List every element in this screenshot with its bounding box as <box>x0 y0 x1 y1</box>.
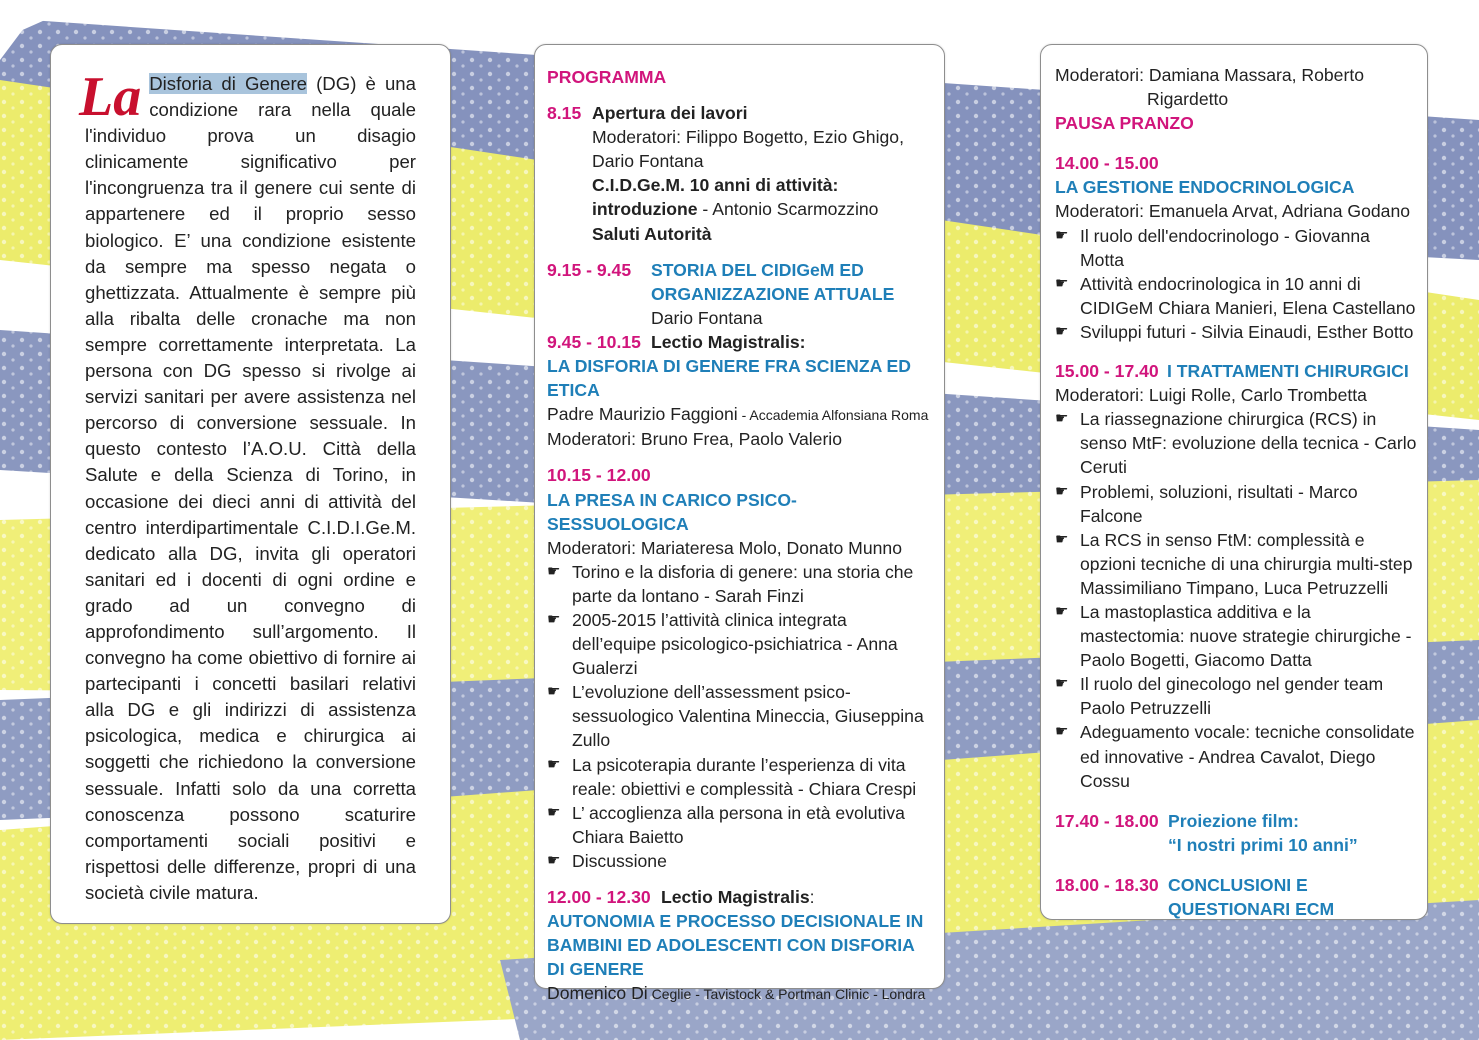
pointing-hand-icon: ☛ <box>1055 530 1069 548</box>
session-title: AUTONOMIA E PROCESSO DECISIONALE IN BAMBINI ED ADOLESCENTI CON DISFORIA DI GENERE <box>547 911 924 980</box>
list-item: ☛ 2005-2015 l’attività clinica integrata dell’equipe psicologico-psichiatrica - Anna Gualerzi <box>547 609 898 679</box>
session-speaker: Dario Fontana <box>651 307 763 328</box>
session-time: 8.15 <box>547 103 582 124</box>
pointing-hand-icon: ☛ <box>1055 274 1069 292</box>
session-title: I TRATTAMENTI CHIRURGICI <box>1167 361 1409 382</box>
session-time: 12.00 - 12.30 <box>547 887 651 907</box>
session-storia <box>547 258 932 330</box>
film-title: “I nostri primi 10 anni” <box>1168 834 1358 855</box>
session-title: LA GESTIONE ENDOCRINOLOGICA <box>1055 177 1355 198</box>
list-item: ☛ L’evoluzione dell’assessment psico-sessuologico Valentina Mineccia, Giuseppina Zullo <box>547 682 924 751</box>
session-chirurgici <box>1055 359 1417 793</box>
session-moderators: Moderatori: Bruno Frea, Paolo Valerio <box>547 429 843 450</box>
session-time: 10.15 - 12.00 <box>547 465 651 486</box>
session-moderators: Moderatori: Mariateresa Molo, Donato Munno <box>547 537 902 558</box>
list-item: ☛ Il ruolo dell'endocrinologo - Giovanna Motta <box>1055 225 1370 270</box>
list-item: ☛ Torino e la disforia di genere: una storia che parte da lontano - Sarah Finzi <box>547 561 914 606</box>
session-title: Apertura dei lavori <box>592 103 748 124</box>
session-moderators: Moderatori: Filippo Bogetto, Ezio Ghigo, Dario Fontana <box>592 127 904 172</box>
pointing-hand-icon: ☛ <box>1055 602 1069 620</box>
session-presa-in-carico <box>547 463 932 873</box>
session-opening <box>547 101 932 246</box>
pointing-hand-icon: ☛ <box>1055 322 1069 340</box>
session-speaker: Padre Maurizio Faggioni - Accademia Alfonsiana Roma <box>547 404 929 425</box>
session-moderators: Moderatori: Emanuela Arvat, Adriana Godano <box>1055 201 1411 222</box>
list-item: ☛ La riassegnazione chirurgica (RCS) in senso MtF: evoluzione della tecnica - Carlo Ceruti <box>1055 409 1417 478</box>
list-item: ☛ La psicoterapia durante l’esperienza di vita reale: obiettivi e complessità - Chiara Crespi <box>547 754 917 799</box>
talk-list <box>1055 224 1417 344</box>
session-label: Lectio Magistralis: <box>661 887 815 907</box>
session-title: CONCLUSIONI E QUESTIONARI ECM <box>1168 874 1335 919</box>
pointing-hand-icon: ☛ <box>1055 226 1069 244</box>
talk-list <box>547 560 932 873</box>
intro-panel <box>50 44 451 924</box>
session-time: 9.15 - 9.45 <box>547 259 632 280</box>
pointing-hand-icon: ☛ <box>547 803 561 821</box>
program-panel-afternoon <box>1040 44 1428 920</box>
list-item: ☛ Discussione <box>547 849 932 873</box>
session-endocrinologica <box>1055 151 1417 344</box>
intro-body: (DG) è una condizione rara nella quale l'individuo prova un disagio clinicamente significativo per l'incongruenza tra il genere cui sente di appartenere ed il proprio sesso biologico. E’ una condizione esistente da sempre ma spesso negata o ghettizzata. Attualmente è sempre più alla ribalta delle cronache ma non sempre correttamente interpretata. La persona con DG spesso si rivolge ai servizi sanitari per avere assistenza nel percorso di conversione sessuale. In questo contesto l’A.O.U. Città della Salute e della Scienza di Torino, in occasione dei dieci anni di attività del centro interdipartimentale C.I.D.I.Ge.M. dedicato alla DG, invita gli operatori sanitari ed i docenti di ogni ordine e grado ad un convegno di approfondimento sull’argomento. Il convegno ha come obiettivo di fornire ai partecipanti i concetti basilari relativi alla DG e gli indirizzi di assistenza psicologica, medica e chirurgica ai soggetti che richiedono la conversione sessuale. Infatti solo da una corretta conoscenza possono scaturire comportamenti sociali positivi e rispettosi delle differenze, propri di una società civile matura. <box>85 73 416 903</box>
program-panel <box>534 44 945 1004</box>
session-lectio-1 <box>547 330 932 451</box>
pointing-hand-icon: ☛ <box>1055 482 1069 500</box>
pointing-hand-icon: ☛ <box>547 562 561 580</box>
session-sub: C.I.D.Ge.M. 10 anni di attività: introduzione - Antonio Scarmozzino <box>592 175 879 220</box>
session-title: STORIA DEL CIDIGeM ED ORGANIZZAZIONE ATTUALE <box>651 259 895 304</box>
intro-text <box>79 66 416 906</box>
pointing-hand-icon: ☛ <box>547 683 561 701</box>
program-heading: PROGRAMMA <box>547 67 667 87</box>
drop-cap: La <box>79 66 142 128</box>
session-film <box>1055 809 1417 857</box>
session-time: 17.40 - 18.00 <box>1055 810 1159 831</box>
list-item: ☛ Problemi, soluzioni, risultati - Marco Falcone <box>1055 481 1358 526</box>
list-item: ☛ La mastoplastica additiva e la mastectomia: nuove strategie chirurgiche - Paolo Bogetti, Giacomo Datta <box>1055 601 1412 671</box>
pointing-hand-icon: ☛ <box>1055 675 1069 693</box>
session-title: LA PRESA IN CARICO PSICO-SESSUOLOGICA <box>547 489 797 534</box>
highlighted-term[interactable]: Disforia di Genere <box>149 73 307 94</box>
session-moderators-cont: Rigardetto <box>1147 89 1229 110</box>
session-title: Proiezione film: <box>1168 810 1299 831</box>
session-saluti: Saluti Autorità <box>592 223 712 244</box>
pointing-hand-icon: ☛ <box>547 851 561 869</box>
list-item: ☛ Il ruolo del ginecologo nel gender team Paolo Petruzzelli <box>1055 674 1384 719</box>
pointing-hand-icon: ☛ <box>547 755 561 773</box>
session-time: 15.00 - 17.40 <box>1055 361 1159 382</box>
list-item: ☛ L’ accoglienza alla persona in età evolutiva Chiara Baietto <box>547 802 905 847</box>
session-moderators: Moderatori: Damiana Massara, Roberto <box>1055 65 1364 85</box>
session-time: 18.00 - 18.30 <box>1055 874 1159 895</box>
list-item: ☛ Adeguamento vocale: tecniche consolidate ed innovative - Andrea Cavalot, Diego Cossu <box>1055 722 1415 791</box>
session-title: LA DISFORIA DI GENERE FRA SCIENZA ED ETICA <box>547 356 911 401</box>
session-time: 9.45 - 10.15 <box>547 331 641 352</box>
session-lectio-2 <box>547 885 932 1006</box>
pointing-hand-icon: ☛ <box>1055 723 1069 741</box>
list-item: ☛ Sviluppi futuri - Silvia Einaudi, Esther Botto <box>1055 320 1417 344</box>
session-conclusioni <box>1055 873 1417 921</box>
lunch-break: PAUSA PRANZO <box>1055 113 1194 134</box>
list-item: ☛ La RCS in senso FtM: complessità e opzioni tecniche di una chirurgia multi-step Massimiliano Timpano, Luca Petruzzelli <box>1055 529 1413 598</box>
session-moderators: Moderatori: Luigi Rolle, Carlo Trombetta <box>1055 385 1367 406</box>
pointing-hand-icon: ☛ <box>1055 410 1069 428</box>
pointing-hand-icon: ☛ <box>547 610 561 628</box>
talk-list <box>1055 407 1417 793</box>
list-item: ☛ Attività endocrinologica in 10 anni di CIDIGeM Chiara Manieri, Elena Castellano <box>1055 273 1416 318</box>
session-speaker: Domenico Di Ceglie - Tavistock & Portman Clinic - Londra <box>547 983 926 1004</box>
session-time: 14.00 - 15.00 <box>1055 153 1159 174</box>
session-label: Lectio Magistralis: <box>651 331 806 352</box>
